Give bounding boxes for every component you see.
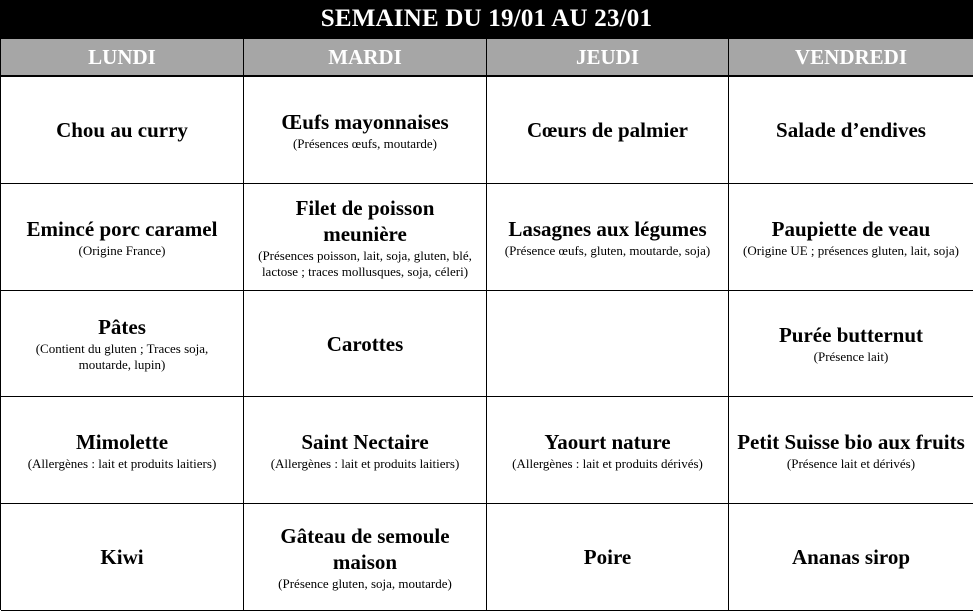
day-header-mardi: MARDI	[244, 39, 487, 77]
dish-name: Salade d’endives	[776, 118, 926, 142]
allergen-note: (Présence lait et dérivés)	[786, 455, 916, 471]
menu-cell	[244, 77, 487, 184]
dish-name: Emincé porc caramel	[26, 216, 218, 241]
menu-cell	[244, 291, 487, 397]
dish-name: Poire	[583, 545, 632, 569]
dish-name: Chou au curry	[56, 118, 188, 142]
menu-cell	[1, 397, 244, 504]
allergen-note: (Contient du gluten ; Traces soja, moutarde, lupin)	[35, 341, 209, 372]
dish-name: Saint Nectaire	[301, 429, 429, 454]
menu-cell	[487, 184, 729, 291]
menu-cell	[244, 184, 487, 291]
dish-name: Kiwi	[100, 545, 144, 569]
menu-cell	[729, 184, 973, 291]
menu-cell-empty	[487, 291, 729, 397]
dish-name: Cœurs de palmier	[527, 118, 688, 142]
allergen-note: (Présence œufs, gluten, moutarde, soja)	[504, 242, 711, 258]
allergen-note: (Origine France)	[78, 242, 166, 258]
menu-cell	[729, 291, 973, 397]
menu-cell	[487, 77, 729, 184]
dish-name: Ananas sirop	[791, 545, 911, 569]
allergen-note: (Allergènes : lait et produits dérivés)	[512, 455, 703, 471]
dish-name: Purée butternut	[778, 323, 924, 347]
day-header-vendredi: VENDREDI	[729, 39, 973, 77]
menu-table	[0, 38, 973, 610]
menu-cell	[1, 184, 244, 291]
menu-cell	[729, 77, 973, 184]
menu-cell	[729, 397, 973, 504]
dish-name: Gâteau de semoule maison	[280, 523, 450, 574]
menu-cell	[1, 504, 244, 611]
allergen-note: (Allergènes : lait et produits laitiers)	[270, 455, 460, 471]
menu-cell	[244, 504, 487, 611]
dish-name: Yaourt nature	[544, 429, 671, 454]
menu-cell	[1, 77, 244, 184]
dish-name: Carottes	[326, 331, 404, 356]
dish-name: Œufs mayonnaises	[281, 109, 449, 134]
allergen-note: (Présence lait)	[813, 349, 889, 364]
dish-name: Paupiette de veau	[771, 216, 931, 241]
allergen-note: (Présence gluten, soja, moutarde)	[278, 575, 452, 591]
menu-cell	[487, 397, 729, 504]
allergen-note: (Présences œufs, moutarde)	[292, 135, 438, 151]
menu-cell	[487, 504, 729, 611]
dish-name: Pâtes	[98, 315, 146, 339]
dish-name: Lasagnes aux légumes	[508, 216, 707, 241]
allergen-note: (Présences poisson, lait, soja, gluten, blé, lactose ; traces mollusques, soja, céleri)	[258, 247, 472, 279]
dish-name: Petit Suisse bio aux fruits	[737, 429, 965, 454]
day-header-jeudi: JEUDI	[487, 39, 729, 77]
week-title: SEMAINE DU 19/01 AU 23/01	[0, 0, 973, 38]
dish-name: Mimolette	[75, 429, 169, 454]
allergen-note: (Origine UE ; présences gluten, lait, soja)	[743, 242, 959, 258]
menu-cell	[1, 291, 244, 397]
day-header-lundi: LUNDI	[1, 39, 244, 77]
menu-cell	[729, 504, 973, 611]
menu-cell	[244, 397, 487, 504]
allergen-note: (Allergènes : lait et produits laitiers)	[27, 455, 217, 471]
dish-name: Filet de poisson meunière	[295, 195, 435, 246]
